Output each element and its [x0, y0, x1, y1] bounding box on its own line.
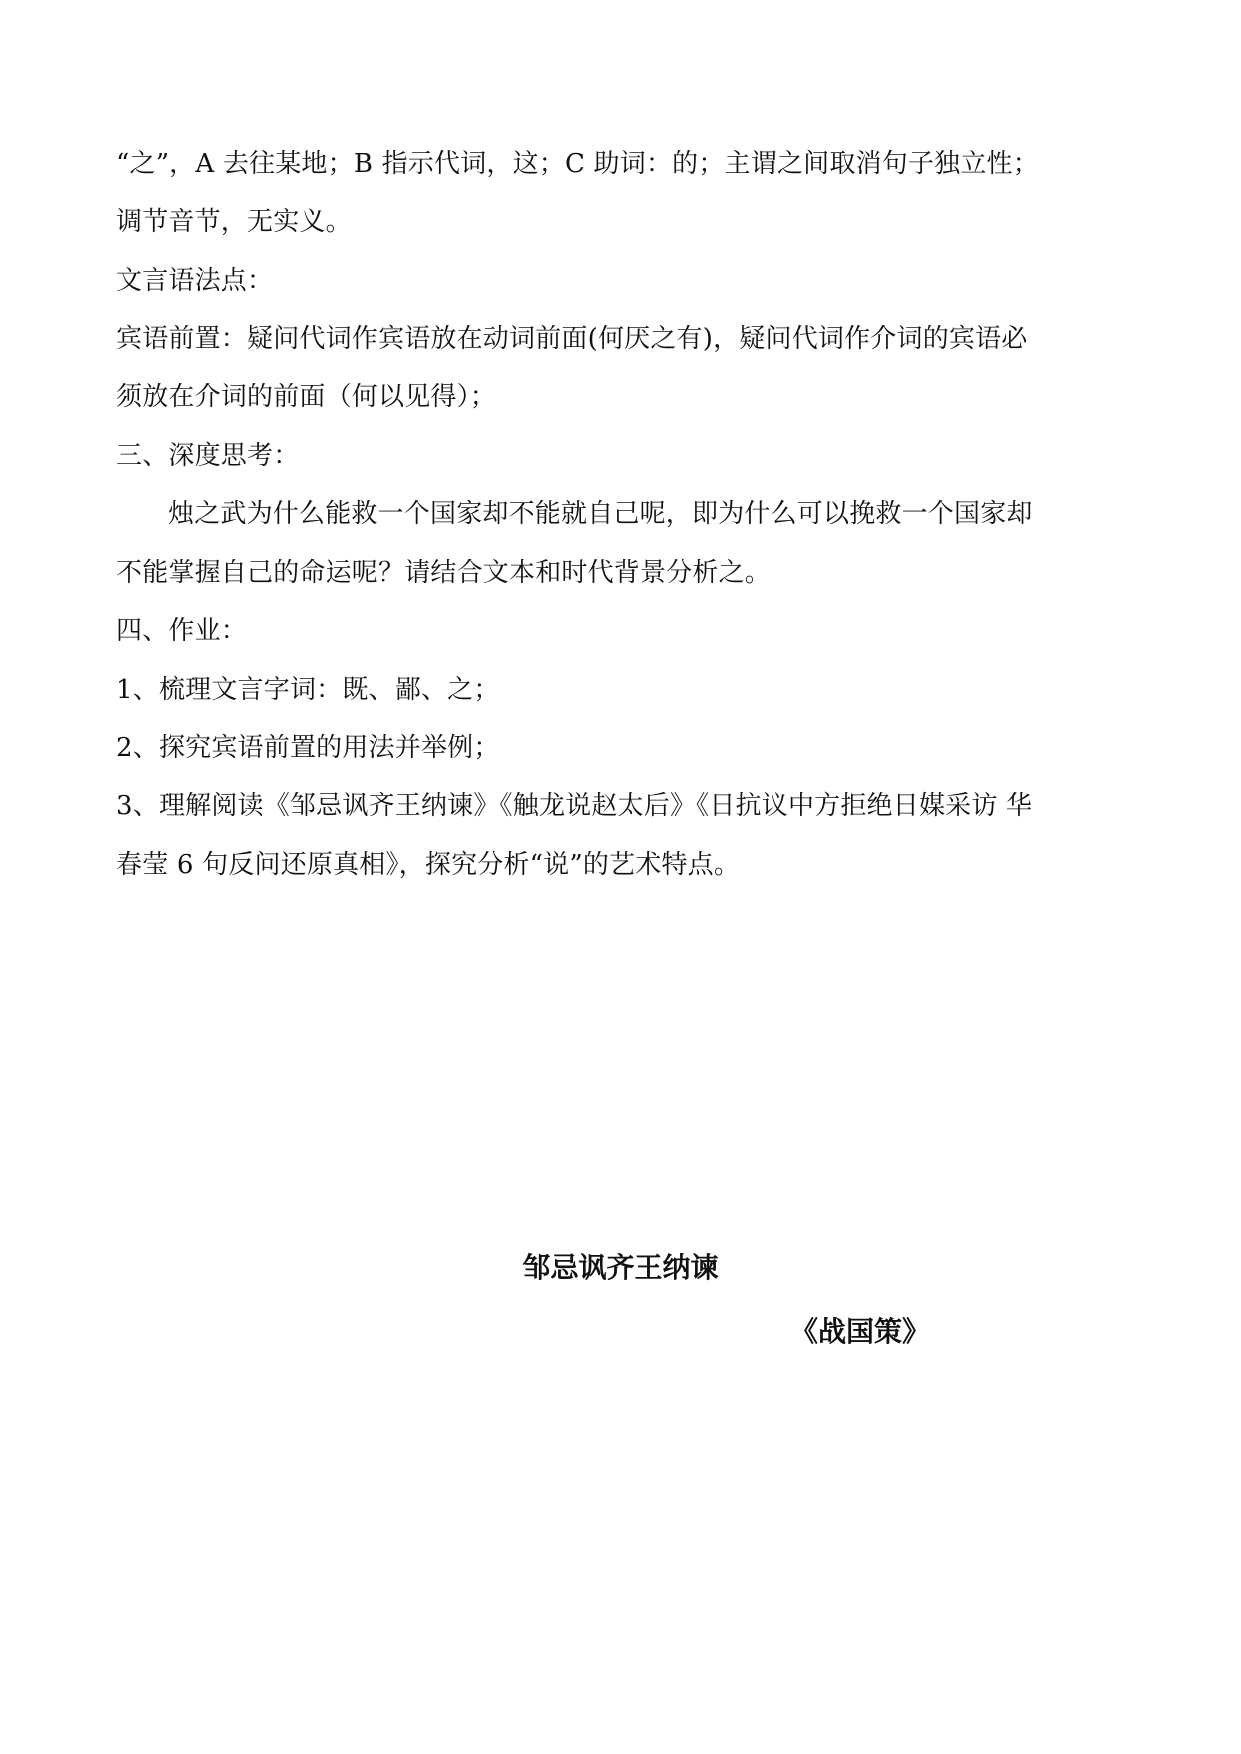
body-line-object-preposing: 宾语前置：疑问代词作宾语放在动词前面(何厌之有)，疑问代词作介词的宾语必: [116, 324, 1028, 354]
homework-item-3-cont: 春莹 6 句反问还原真相》，探究分析“说”的艺术特点。: [116, 850, 741, 880]
section-heading-deep-thinking: 三、深度思考：: [116, 441, 300, 471]
homework-item-2: 2、探究宾语前置的用法并举例；: [116, 733, 500, 763]
body-line-question: 烛之武为什么能救一个国家却不能就自己呢，即为什么可以挽救一个国家却: [168, 499, 1033, 529]
homework-item-3: 3、理解阅读《邹忌讽齐王纳谏》《触龙说赵太后》《日抗议中方拒绝日媒采访 华: [116, 791, 1033, 821]
body-line-zhi-meanings-cont: 调节音节，无实义。: [116, 207, 352, 237]
text-title: 邹忌讽齐王纳谏: [522, 1251, 719, 1284]
body-line-object-preposing-cont: 须放在介词的前面（何以见得）；: [116, 382, 497, 412]
section-heading-grammar: 文言语法点：: [116, 266, 274, 296]
body-line-question-cont: 不能掌握自己的命运呢？请结合文本和时代背景分析之。: [116, 558, 772, 588]
section-heading-homework: 四、作业：: [116, 616, 248, 646]
body-line-zhi-meanings: “之”，A 去往某地；B 指示代词，这；C 助词：的；主谓之间取消句子独立性；: [116, 149, 1039, 179]
homework-item-1: 1、梳理文言字词：既、鄙、之；: [116, 675, 500, 705]
text-source: 《战国策》: [790, 1315, 931, 1348]
